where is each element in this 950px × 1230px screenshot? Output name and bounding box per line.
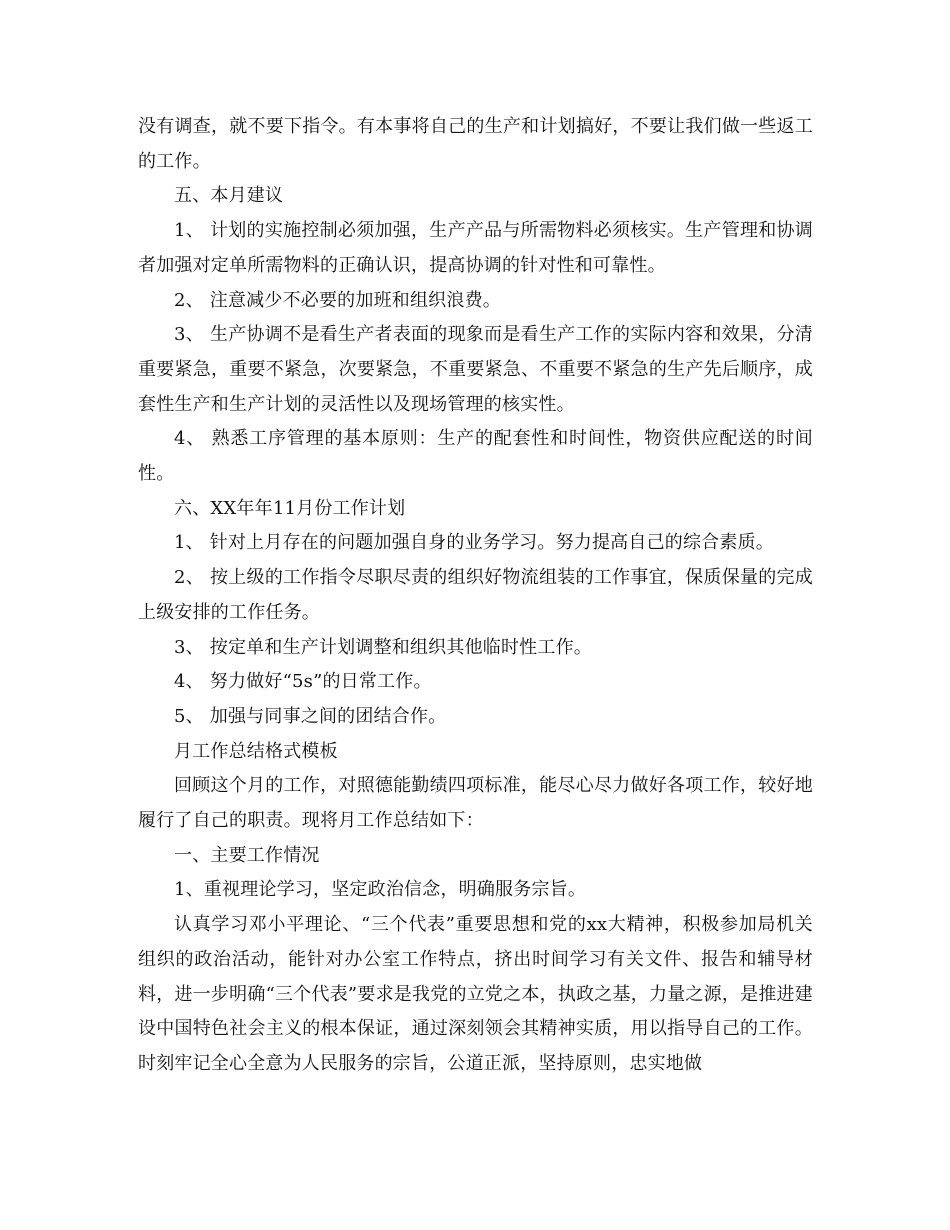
subsection-heading: 1、重视理论学习，坚定政治信念，明确服务宗旨。 <box>174 879 587 901</box>
list-item: 1、 针对上月存在的问题加强自身的业务学习。努力提高自己的综合素质。 <box>174 532 774 554</box>
list-item: 2、 按上级的工作指令尽职尽责的组织好物流组装的工作事宜，保质保量的完成上级安排的工作任务。 <box>138 567 813 623</box>
section-heading: 一、主要工作情况 <box>174 844 320 866</box>
paragraph: 认真学习邓小平理论、“三个代表”重要思想和党的xx大精神，积极参加局机关组织的政治活动，能针对办公室工作特点，挤出时间学习有关文件、报告和辅导材料，进一步明确“三个代表”要求是我党的立党之本，执政之基，力量之源，是推进建设中国特色社会主义的根本保证，通过深刻领会其精神实质，用以指导自己的工作。时刻牢记全心全意为人民服务的宗旨，公道正派，坚持原则，忠实地做 <box>138 914 813 1074</box>
list-item: 5、 加强与同事之间的团结合作。 <box>174 705 447 727</box>
section-heading: 六、XX年年11月份工作计划 <box>174 497 406 519</box>
list-item: 4、 努力做好“5s”的日常工作。 <box>174 671 432 693</box>
list-item: 1、 计划的实施控制必须加强，生产产品与所需物料必须核实。生产管理和协调者加强对定单所需物料的正确认识，提高协调的针对性和可靠性。 <box>138 220 813 276</box>
section-heading: 月工作总结格式模板 <box>174 740 338 762</box>
list-item: 3、 按定单和生产计划调整和组织其他临时性工作。 <box>174 636 592 658</box>
list-item: 3、 生产协调不是看生产者表面的现象而是看生产工作的实际内容和效果，分清重要紧急，重要不紧急，次要紧急，不重要紧急、不重要不紧急的生产先后顺序，成套性生产和生产计划的灵活性以及现场管理的核实性。 <box>138 324 813 415</box>
section-heading: 五、本月建议 <box>174 185 284 207</box>
list-item: 4、 熟悉工序管理的基本原则：生产的配套性和时间性，物资供应配送的时间性。 <box>138 428 813 485</box>
paragraph: 没有调查，就不要下指令。有本事将自己的生产和计划搞好，不要让我们做一些返工的工作。 <box>138 116 813 172</box>
document-body <box>138 110 813 1082</box>
paragraph: 回顾这个月的工作，对照德能勤绩四项标准，能尽心尽力做好各项工作，较好地履行了自己的职责。现将月工作总结如下： <box>138 775 813 832</box>
list-item: 2、 注意减少不必要的加班和组织浪费。 <box>174 289 501 311</box>
